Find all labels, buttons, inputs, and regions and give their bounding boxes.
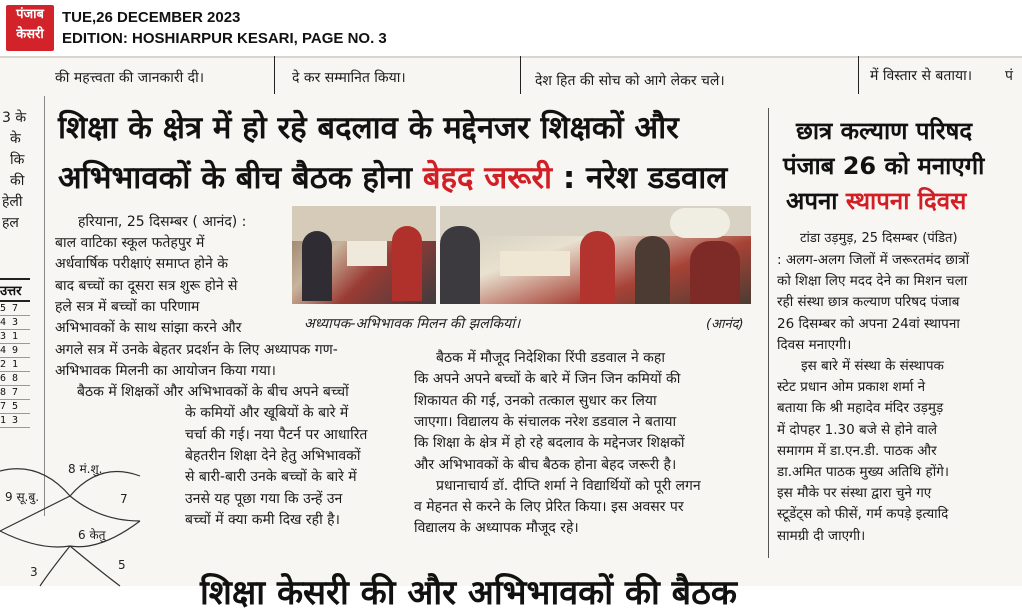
puzzle-grid [0,302,30,428]
edition-date: TUE,26 DECEMBER 2023 [62,9,241,26]
newspaper-page [0,56,1022,613]
puzzle-row: 2 1 [0,358,30,372]
logo-line-2: केसरी [16,27,44,42]
body-text-line: रही संस्था छात्र कल्याण परिषद पंजाब [777,294,960,311]
left-edge-line: हेली [2,194,23,210]
kundli-cell: 6 केतु [78,528,106,542]
puzzle-row: 7 5 [0,400,30,414]
body-text-line: अगले सत्र में उनके बेहतर प्रदर्शन के लिए अध्यापक गण- [55,341,338,358]
article-dateline: हरियाना, 25 दिसम्बर ( आनंद) : [78,214,247,230]
body-text-line: चर्चा की गई। नया पैटर्न पर आधारित [185,426,368,443]
puzzle-row: 8 7 [0,386,30,400]
side-dateline: टांडा उड़मुड़, 25 दिसम्बर (पंडित) [800,231,958,246]
body-text-line: जाएगा। विद्यालय के संचालक नरेश डडवाल ने बताया [414,413,677,430]
main-headline-line-2 [58,156,727,198]
body-text-line: बताया कि श्री महादेव मंदिर उड़मुड़ [777,400,944,417]
body-text-line: बच्चों में क्या कमी दिख रही है। [185,511,340,528]
meeting-photo-1 [292,206,436,304]
left-edge-line: के [10,131,21,147]
body-text-line: सामग्री दी जाएगी। [777,527,866,544]
body-text-line: स्टेट प्रधान ओम प्रकाश शर्मा ने [777,379,926,396]
side-headline-line-1: छात्र कल्याण परिषद [796,117,973,145]
kundli-line [40,546,70,586]
newspaper-logo [6,5,54,51]
edition-info: EDITION: HOSHIARPUR KESARI, PAGE NO. 3 [62,30,387,47]
body-text-line: अर्धवार्षिक परीक्षाएं समाप्त होने के [55,256,229,273]
photo-figure [302,231,332,301]
body-text-line: अभिभावक मिलनी का आयोजन किया गया। [55,362,276,379]
left-edge-line: की [10,173,25,189]
body-text-line: 26 दिसम्बर को अपना 24वां स्थापना [777,315,960,332]
body-text-line: स्टूडेंट्स को फीसें, गर्म कपड़े इत्यादि [777,506,949,523]
column-rule [520,56,521,94]
body-text-line: बैठक में मौजूद निदेशिका रिंपी डडवाल ने कहा [436,350,665,366]
body-text-line: इस मौके पर संस्था द्वारा चुने गए [777,485,932,502]
column-rule [274,56,275,94]
top-cut-edge [0,56,1022,58]
column-rule [858,56,859,94]
body-text-line: प्रधानाचार्य डॉ. दीप्ति शर्मा ने विद्यार्थियों को पूरी लगन [436,477,701,494]
main-headline-part: : नरेश डडवाल [552,160,728,196]
photo-figure [392,226,422,301]
top-fragment-2: दे कर सम्मानित किया। [292,70,406,86]
body-text-line: बेहतरीन शिक्षा देने हेतु अभिभावकों [185,448,361,464]
kundli-line [70,496,140,521]
body-text-line: से बारी-बारी उनके बच्चों के बारे में [185,469,357,486]
kundli-cell: 9 सू.बु. [5,490,40,504]
main-headline-line-1: शिक्षा के क्षेत्र में हो रहे बदलाव के मद्देनजर शिक्षकों और [58,110,679,146]
right-edge-fragment: पं [1005,68,1013,84]
body-text-line: समागम में डा.एन.डी. पाठक और [777,442,937,459]
top-fragment-4: में विस्तार से बताया। [870,68,973,84]
body-text-line: कि शिक्षा के क्षेत्र में हो रहे बदलाव के मद्देनजर शिक्षकों [414,435,685,452]
photo-table [500,251,570,276]
meeting-photo-2 [440,206,751,304]
photo-figure [440,226,480,304]
main-headline-part: अभिभावकों के बीच बैठक होना [58,160,423,196]
puzzle-row: 4 3 [0,316,30,330]
puzzle-row: 1 3 [0,414,30,428]
photo-caption: अध्यापक-अभिभावक मिलन की झलकियां। [304,316,521,332]
side-headline-line-3 [786,184,966,217]
left-edge-line: कि [10,152,25,168]
photo-figure [635,236,670,304]
body-text-line: व मेहनत से करने के लिए प्रेरित किया। इस अवसर पर [414,499,684,516]
kundli-chart [0,451,140,586]
body-text-line: : अलग-अलग जिलों में जरूरतमंद छात्रों [777,252,970,268]
top-fragment-1: की महत्त्वता की जानकारी दी। [55,70,205,86]
body-text-line: अभिभावकों के साथ सांझा करने और [55,320,242,337]
body-text-line: डा.अमित पाठक मुख्य अतिथि होंगे। [777,464,949,480]
left-edge-line: 3 के [2,110,27,126]
photo-table [347,241,387,266]
kundli-line [70,546,120,586]
left-edge-line: हल [2,215,19,231]
clip-header [0,0,1022,56]
kundli-line [0,521,140,547]
puzzle-answers [0,278,30,428]
kundli-cell: 8 मं.शु. [68,462,103,476]
body-text-line: को शिक्षा लिए मदद देने का मिशन चला [777,273,968,290]
photo-decoration [670,208,730,238]
body-text-line: कि अपने अपने बच्चों के बारे में जिन जिन कमियों की [414,371,681,388]
body-text-line: हले सत्र में बच्चों का परिणाम [55,298,200,315]
puzzle-label: उत्तर [0,278,30,302]
body-text-line: बैठक में शिक्षकों और अभिभावकों के बीच अपने बच्चों [77,384,349,401]
body-text-line: इस बारे में संस्था के संस्थापक [801,358,944,374]
kundli-cell: 7 [120,492,128,506]
top-fragment-3: देश हित की सोच को आगे लेकर चले। [535,73,725,89]
body-text-line: में दोपहर 1.30 बजे से होने वाले [777,421,938,438]
logo-line-1: पंजाब [16,7,44,22]
main-headline-highlight: बेहद जरूरी [422,160,553,196]
photo-figure [690,241,740,304]
body-text-line: दिवस मनाएगी। [777,336,852,353]
side-headline-highlight: स्थापना दिवस [845,187,967,215]
body-text-line: बाल वाटिका स्कूल फतेहपुर में [55,235,205,251]
side-headline-line-2: पंजाब 26 को मनाएगी [783,152,985,180]
photo-figure [580,231,615,304]
side-headline-part: अपना [786,187,846,215]
kundli-cell: 5 [118,558,126,572]
bottom-headline-fragment: शिक्षा केसरी की और अभिभावकों की बैठक [200,573,737,613]
puzzle-row: 6 8 [0,372,30,386]
body-text-line: विद्यालय के अध्यापक मौजूद रहे। [414,520,579,537]
body-text-line: शिकायत की गई, उनको तत्काल सुधार कर लिया [414,392,657,409]
puzzle-row: 3 1 [0,330,30,344]
photo-credit: (आनंद) [706,317,744,332]
puzzle-row: 4 9 [0,344,30,358]
column-rule [768,108,769,558]
body-text-line: उनसे यह पूछा गया कि उन्हें उन [185,490,343,507]
kundli-cell: 3 [30,565,38,579]
body-text-line: के कमियों और खूबियों के बारे में [185,405,349,422]
puzzle-row: 5 7 [0,302,30,316]
body-text-line: बाद बच्चों का दूसरा सत्र शुरू होने से [55,277,238,294]
body-text-line: और अभिभावकों के बीच बैठक होना बेहद जरूरी है। [414,456,677,473]
